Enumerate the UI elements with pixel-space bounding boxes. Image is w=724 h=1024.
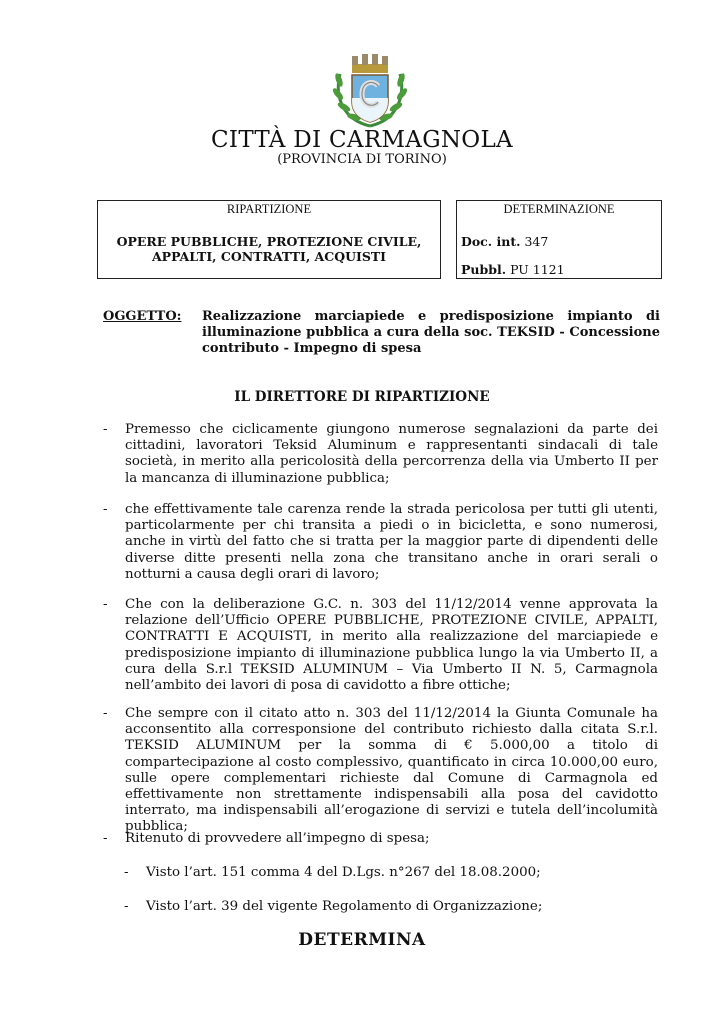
bullet-dash: - [124, 865, 129, 880]
paragraph-text: Che con la deliberazione G.C. n. 303 del 11/12/2014 venne approvata la relazione dell’Ufficio OPERE PUBBLICHE, PROTEZIONE CIVILE, APPALTI, CONTRATTI E ACQUISTI, in merito alla realizzazione del marciapiede e predisposizione impianto di illuminazione pubblica lungo la via Umberto II, a cura della S.r.l TEKSID ALUMINUM – Via Umberto II N. 5, Carmagnola nell’ambito dei lavori di posa di cavidotto a fibre ottiche; [125, 597, 658, 694]
list-item [103, 502, 658, 583]
paragraph-text: Premesso che ciclicamente giungono numerose segnalazioni da parte dei cittadini, lavoratori Teksid Aluminum e rappresentanti sindacali di tale società, in merito alla pericolosità della percorrenza della via Umberto II per la mancanza di illuminazione pubblica; [125, 422, 658, 486]
list-item [103, 422, 658, 487]
sub-item-text: Visto l’art. 151 comma 4 del D.Lgs. n°267 del 18.08.2000; [146, 865, 541, 880]
coat-of-arms-icon [330, 50, 410, 130]
sub-list-item [124, 865, 541, 880]
province-subtitle: (PROVINCIA DI TORINO) [277, 152, 447, 167]
pubbl-label: Pubbl. [461, 262, 507, 277]
ripartizione-name-line1: OPERE PUBBLICHE, PROTEZIONE CIVILE, [116, 234, 422, 249]
determina-heading: DETERMINA [298, 930, 426, 950]
city-title: CITTÀ DI CARMAGNOLA [211, 127, 513, 153]
pubbl-row [461, 262, 565, 277]
paragraph-text: Ritenuto di provvedere all’impegno di spesa; [125, 831, 430, 846]
list-item [103, 597, 658, 694]
ripartizione-name-line2: APPALTI, CONTRATTI, ACQUISTI [151, 249, 387, 264]
list-item [103, 831, 658, 847]
oggetto-text: Realizzazione marciapiede e predisposizione impianto di illuminazione pubblica a cura della soc. TEKSID - Concessione contributo - Impegno di spesa [202, 309, 660, 356]
bullet-dash: - [103, 831, 108, 846]
ripartizione-label: RIPARTIZIONE [226, 202, 312, 216]
bullet-dash: - [103, 597, 108, 612]
paragraph-text: che effettivamente tale carenza rende la strada pericolosa per tutti gli utenti, particolarmente per chi transita a piedi o in bicicletta, e sono numerosi, anche in virtù del fatto che si tratta per la maggior parte di dipendenti delle diverse ditte presenti nella zona che transitano anche in orari serali o notturni a causa degli orari di lavoro; [125, 502, 658, 582]
doc-int-value: 347 [524, 234, 549, 249]
paragraph-text: Che sempre con il citato atto n. 303 del 11/12/2014 la Giunta Comunale ha acconsentito alla corresponsione del contributo richiesto dalla citata S.r.l. TEKSID ALUMINUM per la somma di € 5.000,00 a titolo di compartecipazione al costo complessivo, quantificato in circa 10.000,00 euro, sulle opere complementari richieste dal Comune di Carmagnola ed effettivamente non strettamente indispensabili alla posa del cavidotto interrato, ma indispensabili all’erogazione di servizi e tutela dell’incolumità pubblica; [125, 706, 658, 835]
sub-list-item [124, 899, 542, 914]
list-item [103, 706, 658, 836]
ripartizione-name [98, 234, 440, 264]
sub-item-text: Visto l’art. 39 del vigente Regolamento di Organizzazione; [146, 899, 543, 914]
doc-int-label: Doc. int. [461, 234, 521, 249]
pubbl-value: PU 1121 [510, 262, 565, 277]
determinazione-box [456, 200, 662, 279]
doc-int-row [461, 234, 548, 249]
section-heading: IL DIRETTORE DI RIPARTIZIONE [234, 389, 490, 405]
bullet-dash: - [124, 899, 129, 914]
bullet-dash: - [103, 502, 108, 517]
oggetto-label: OGGETTO: [103, 309, 182, 324]
ripartizione-box [97, 200, 441, 279]
determinazione-label: DETERMINAZIONE [503, 202, 615, 216]
bullet-dash: - [103, 422, 108, 437]
bullet-dash: - [103, 706, 108, 721]
